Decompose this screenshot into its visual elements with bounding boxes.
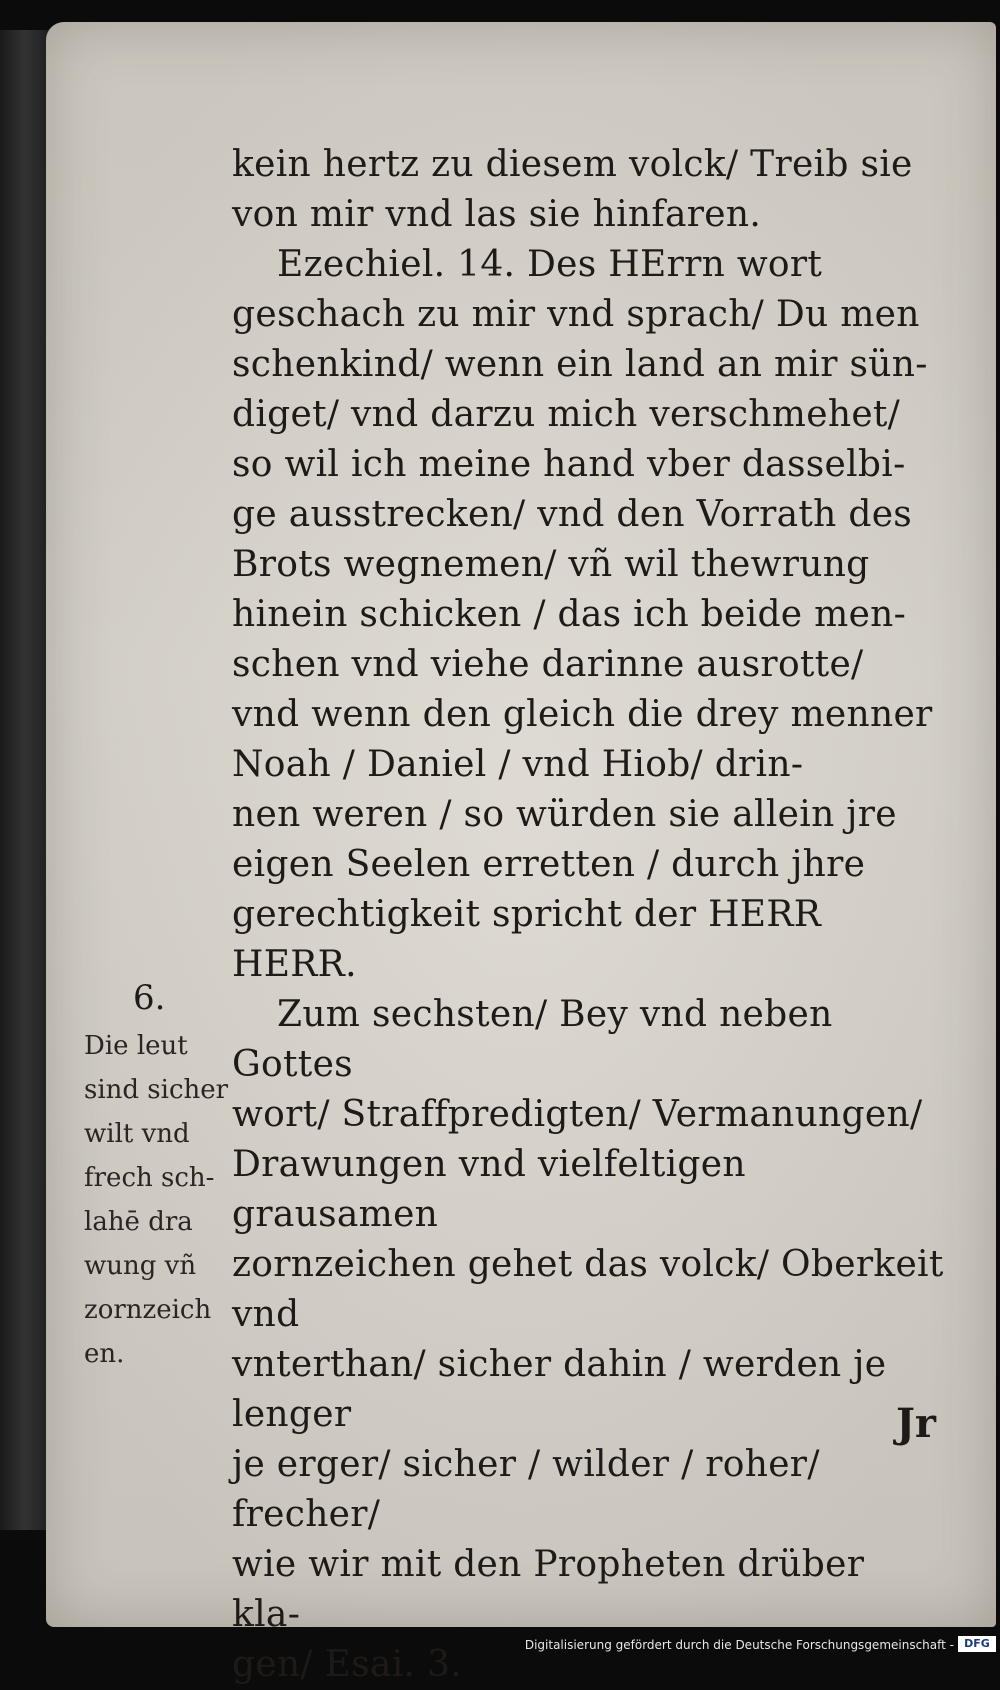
catchword: Jr: [896, 1400, 936, 1447]
section-number: 6.: [133, 978, 166, 1018]
dfg-logo: DFG: [958, 1636, 996, 1652]
paragraph-3-zum-sechsten: Zum sechsten/ Bey vnd neben Gottes wort/ Straffpredigten/ Vermanungen/ Drawungen vnd vielfeltigen grausamen zornzeichen gehet das volck/ Oberkeit vnd vnterthan/ sicher dahin / werden je lenger je erger/ sicher / wilder / roher/ frecher/ wie wir mit den Propheten drüber kla- gen/ Esai. 3.: [232, 994, 944, 1685]
paragraph-2-ezechiel: Ezechiel. 14. Des HErrn wort geschach zu mir vnd sprach/ Du men schenkind/ wenn ein land an mir sün- diget/ vnd darzu mich verschmehet/ so wil ich meine hand vber dasselbi- ge ausstrecken/ vnd den Vorrath des Brots wegnemen/ vñ wil thewrung hinein schicken / das ich beide men- schen vnd viehe darinne ausrotte/ vnd wenn den gleich die drey menner Noah / Daniel / vnd Hiob/ drin- nen weren / so würden sie allein jre eigen Seelen erretten / durch jhre gerechtigkeit spricht der HERR HERR.: [232, 244, 933, 985]
paragraph-1: kein hertz zu diesem volck/ Treib sie von mir vnd las sie hinfaren.: [232, 144, 913, 235]
marginal-note: Die leut sind sicher wilt vnd frech sch- lahē dra wung vñ zornzeich en.: [84, 1031, 229, 1369]
footer-credit: Digitalisierung gefördert durch die Deutsche Forschungsgemeinschaft -: [524, 1638, 954, 1652]
main-text-block: [232, 140, 944, 1690]
footer-bar: [0, 1634, 1000, 1656]
